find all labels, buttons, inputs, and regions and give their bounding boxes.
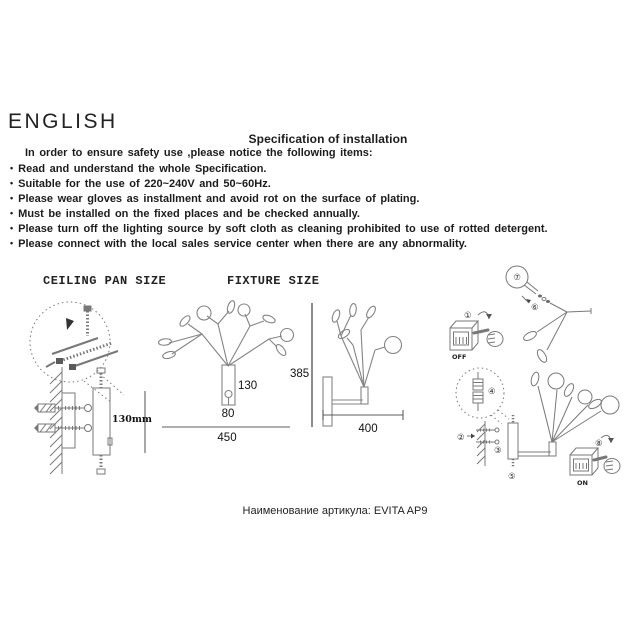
section-label-fixture-size: FIXTURE SIZE: [227, 274, 320, 288]
step-1-label: ①: [464, 311, 472, 321]
wall-plate-front: [222, 365, 235, 405]
ceiling-pan-diagram: [22, 298, 157, 503]
spec-title: Specification of installation: [248, 132, 408, 146]
back-plate: [93, 368, 112, 474]
step-8-label: ⑧: [595, 439, 603, 449]
arrow-icon: [66, 318, 74, 330]
step-2-label: ②: [457, 433, 465, 443]
spec-item: [10, 191, 548, 206]
bullet-icon: •: [10, 163, 14, 173]
bullet-icon: •: [10, 208, 14, 218]
back-plate-install: [508, 415, 518, 468]
bullet-icon: •: [10, 238, 14, 248]
spec-item-text: Please turn off the lighting source by soft cloth as cleaning prohibited to use of rotted detergent.: [18, 222, 548, 235]
fixture-bulbs-install: [530, 371, 619, 442]
leaf-bulbs: [331, 303, 402, 353]
dim-backplate-width-label: 80: [221, 408, 235, 420]
spec-item-text: Suitable for the use of 220~240V and 50~60Hz.: [18, 177, 271, 190]
dim-backplate-height-label: 130: [238, 380, 258, 392]
branch-arms: [337, 315, 385, 387]
off-switch-label: OFF: [452, 353, 467, 361]
fixture-side-diagram: [313, 298, 413, 443]
step-4-label: ④: [488, 387, 496, 397]
wall-section: [50, 367, 62, 474]
arm-install: [518, 442, 556, 456]
off-switch: [450, 321, 478, 350]
arm: [332, 387, 368, 404]
step-7-label: ⑦: [513, 273, 521, 283]
installation-steps-diagram: [438, 253, 630, 500]
mounting-bracket: [62, 393, 75, 448]
leaf-bulbs: [158, 300, 293, 360]
bullet-icon: •: [10, 178, 14, 188]
spec-item: [10, 236, 548, 251]
spec-item: [10, 206, 548, 221]
on-switch: [570, 448, 598, 475]
spec-item: [10, 161, 548, 176]
spec-intro: In order to ensure safety use ,please notice the following items:: [25, 147, 373, 159]
step-6-label: ⑥: [531, 303, 539, 313]
on-switch-label: ON: [577, 479, 588, 487]
dim-bracket-height-label: 130mm: [112, 414, 152, 425]
spec-item-text: Please connect with the local sales service center when there are any abnormality.: [18, 237, 467, 250]
dim-side-depth-label: 400: [358, 423, 378, 435]
branch-arms: [169, 311, 282, 366]
bullet-icon: •: [10, 193, 14, 203]
spec-list: [10, 161, 548, 251]
fixing-screws: [467, 428, 499, 444]
wall-plate-side: [323, 377, 332, 426]
anchor-hardware-detail: [46, 306, 118, 370]
article-name: Наименование артикула: EVITA AP9: [242, 505, 428, 517]
section-label-ceiling-pan-size: CEILING PAN SIZE: [43, 274, 167, 288]
fixture-front-diagram: [158, 298, 316, 446]
spec-item-text: Must be installed on the fixed places and be checked annually.: [18, 207, 360, 220]
spec-item: [10, 221, 548, 236]
dim-front-width-label: 450: [217, 432, 237, 444]
spec-item: [10, 176, 548, 191]
bullet-icon: •: [10, 223, 14, 233]
wall-anchor-screws: [34, 404, 92, 432]
step-3-label: ③: [494, 446, 502, 456]
depth-dim-line: [323, 410, 403, 420]
dim-front-height-label: 385: [290, 368, 310, 380]
spec-item-text: Read and understand the whole Specification.: [18, 162, 267, 175]
language-heading: ENGLISH: [8, 110, 118, 133]
arrow-icon: [471, 434, 475, 439]
spec-item-text: Please wear gloves as installment and avoid rot on the surface of plating.: [18, 192, 420, 205]
wire-connector-balloon: [456, 368, 509, 424]
step-5-label: ⑤: [508, 472, 516, 482]
